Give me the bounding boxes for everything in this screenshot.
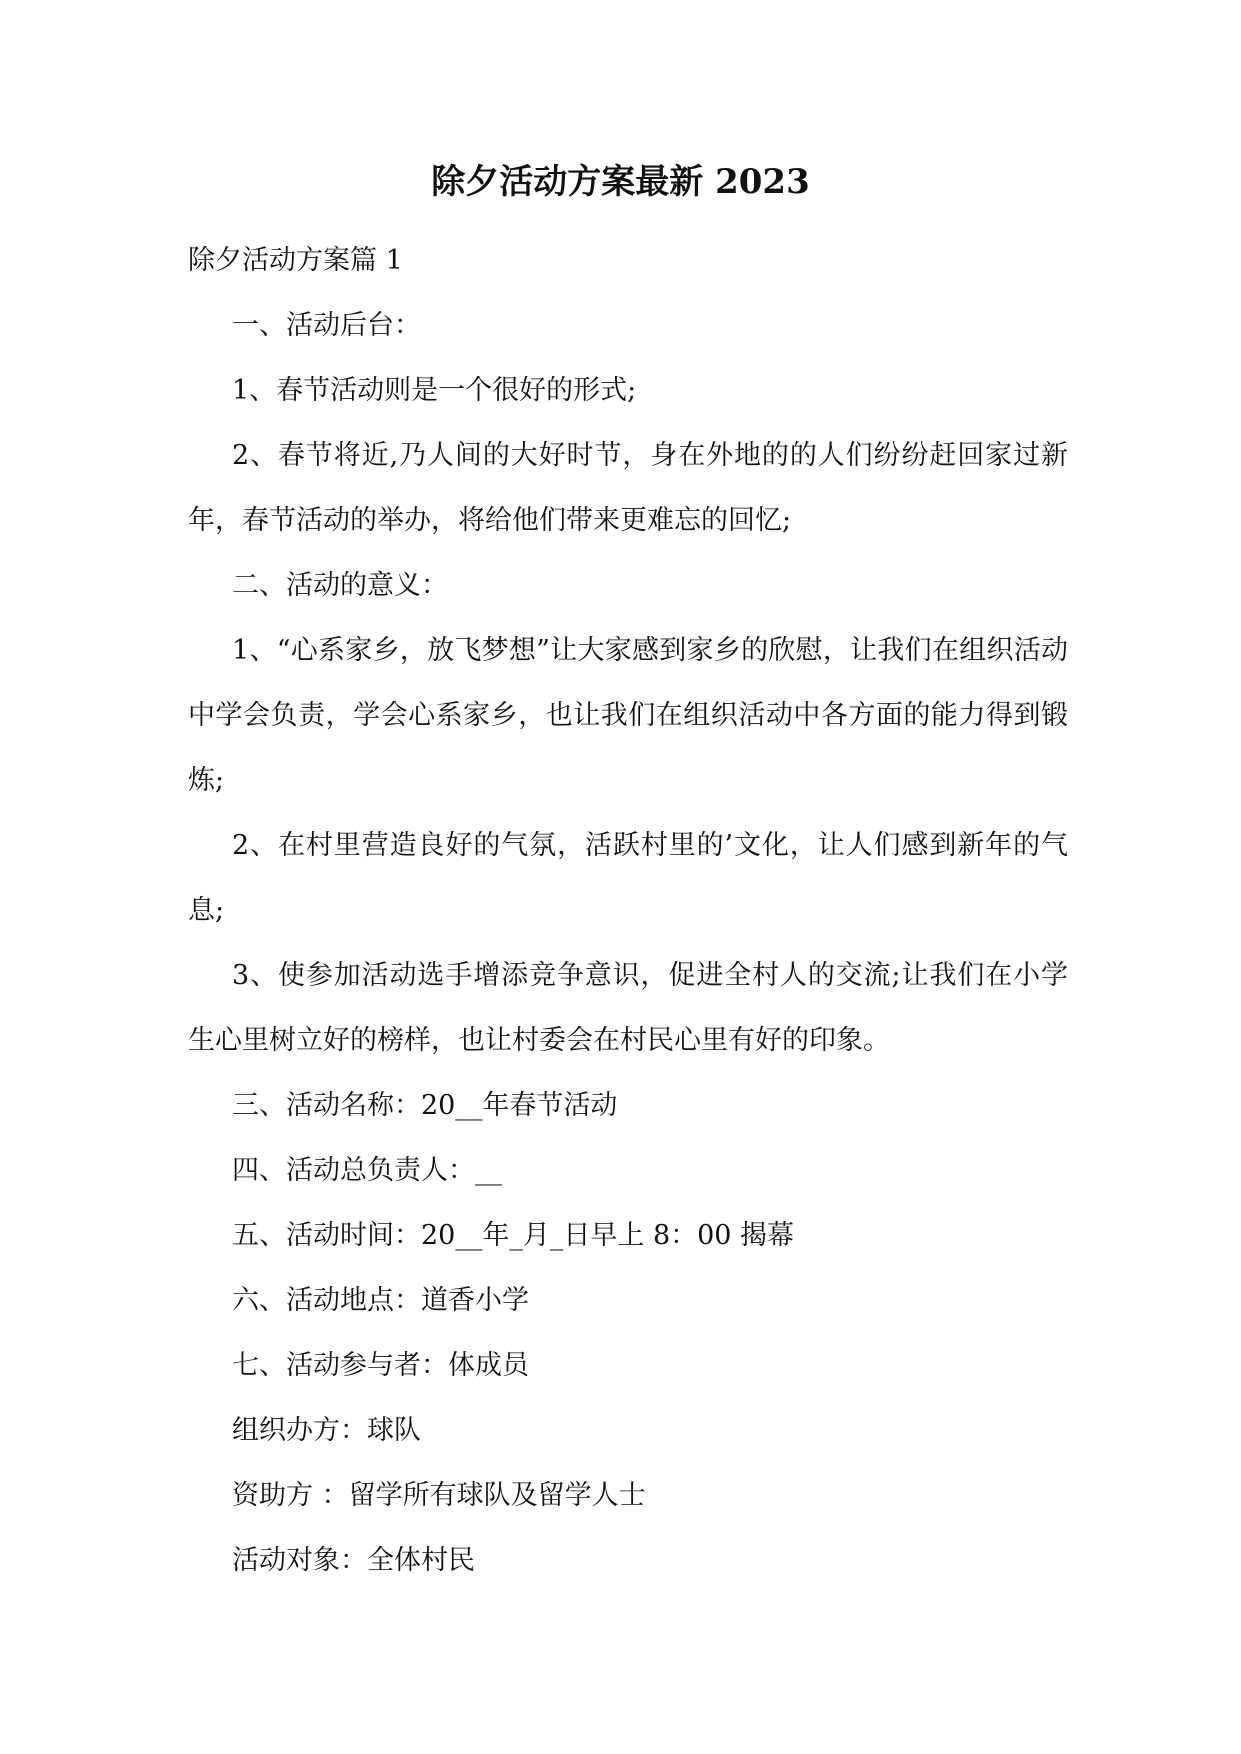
- paragraph: 资助方 ：留学所有球队及留学人士: [232, 1480, 646, 1511]
- paragraph: 三、活动名称：20__年春节活动: [232, 1090, 618, 1121]
- paragraph: 1、“心系家乡，放飞梦想”让大家感到家乡的欣慰，让我们在组织活动中学会负责，学会心系家乡，也让我们在组织活动中各方面的能力得到锻炼;: [188, 635, 1068, 796]
- paragraph: 2、春节将近,乃人间的大好时节，身在外地的的人们纷纷赶回家过新年，春节活动的举办，将给他们带来更难忘的回忆;: [188, 440, 1068, 536]
- paragraph: 2、在村里营造良好的气氛，活跃村里的’文化，让人们感到新年的气息;: [188, 830, 1068, 926]
- section-heading: 除夕活动方案篇 1: [188, 245, 403, 276]
- paragraph: 3、使参加活动选手增添竞争意识，促进全村人的交流;让我们在小学生心里树立好的榜样，也让村委会在村民心里有好的印象。: [188, 960, 1068, 1056]
- paragraph: 1、春节活动则是一个很好的形式;: [232, 375, 637, 406]
- paragraph: 四、活动总负责人：__: [232, 1155, 502, 1186]
- paragraph: 一、活动后台：: [232, 310, 421, 341]
- paragraph: 六、活动地点：道香小学: [232, 1285, 529, 1316]
- document-body: [188, 228, 1068, 1593]
- document-title: 除夕活动方案最新 2023: [431, 162, 810, 202]
- paragraph: 五、活动时间：20__年_月_日早上 8：00 揭幕: [232, 1220, 795, 1251]
- paragraph: 活动对象：全体村民: [232, 1545, 475, 1576]
- paragraph: 组织办方：球队: [232, 1415, 421, 1446]
- paragraph: 七、活动参与者：体成员: [232, 1350, 529, 1381]
- paragraph: 二、活动的意义：: [232, 570, 448, 601]
